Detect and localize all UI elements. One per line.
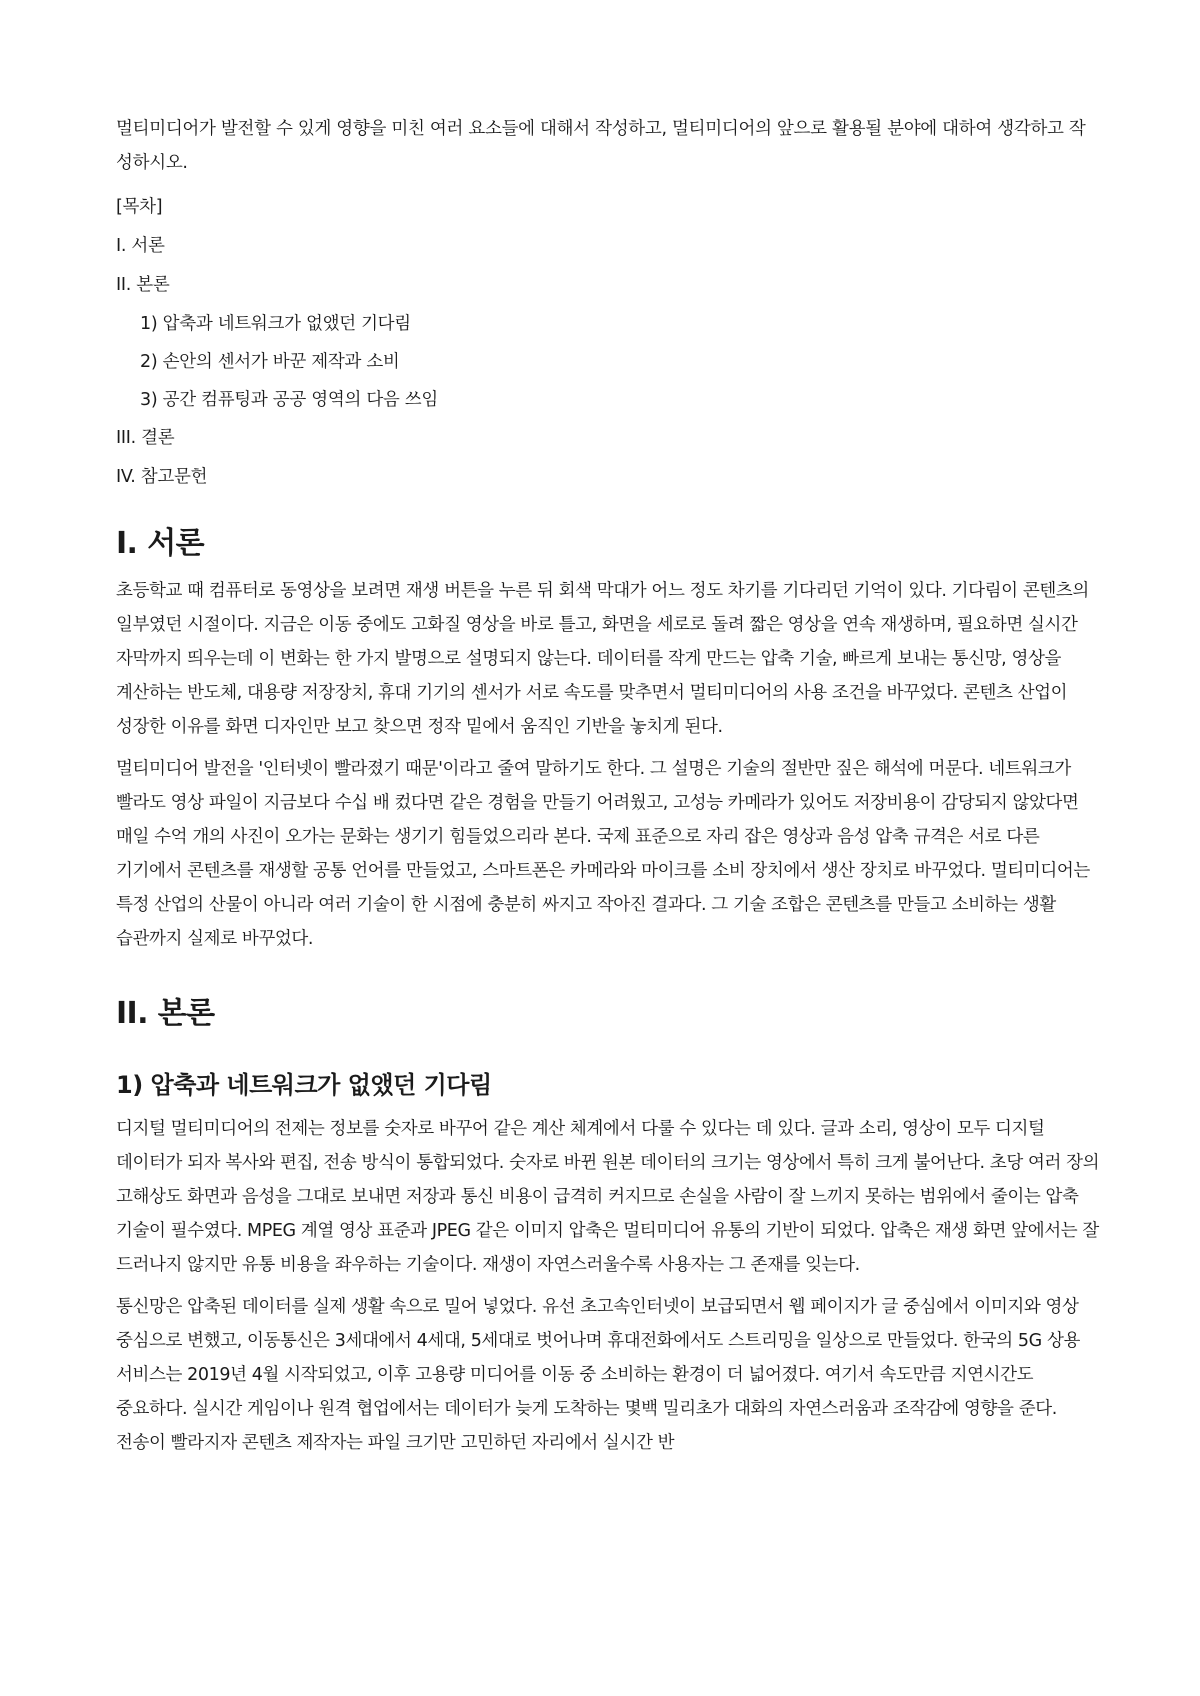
body-paragraph: 디지털 멀티미디어의 전제는 정보를 숫자로 바꾸어 같은 계산 체계에서 다룰 수 있다는 데 있다. 글과 소리, 영상이 모두 디지털 데이터가 되자 복사와 편집, 전송 방식이 통합되었다. 숫자로 바뀐 원본 데이터의 크기는 영상에서 특히 크게 불어난다. 초당 여러 장의 고해상도 화면과 음성을 그대로 보내면 저장과 통신 비용이 급격히 커지므로 손실을 사람이 잘 느끼지 못하는 범위에서 줄이는 압축 기술이 필수였다. MPEG 계열 영상 표준과 JPEG 같은 이미지 압축은 멀티미디어 유통의 기반이 되었다. 압축은 재생 화면 앞에서는 잘 드러나지 않지만 유통 비용을 좌우하는 기술이다. 재생이 자연스러울수록 사용자는 그 존재를 잊는다. — [116, 1119, 1100, 1275]
toc-item: III. 결론 — [116, 428, 175, 448]
toc-item: I. 서론 — [116, 236, 165, 256]
section-heading-body: II. 본론 — [116, 996, 215, 1031]
toc-item: IV. 참고문헌 — [116, 467, 208, 487]
assignment-prompt: 멀티미디어가 발전할 수 있게 영향을 미친 여러 요소들에 대해서 작성하고, 멀티미디어의 앞으로 활용될 분야에 대하여 생각하고 작성하시오. — [116, 119, 1086, 173]
toc-subitem: 1) 압축과 네트워크가 없앴던 기다림 — [140, 314, 411, 334]
table-of-contents — [116, 194, 1100, 490]
section-heading-intro: I. 서론 — [116, 526, 204, 561]
toc-heading: [목차] — [116, 197, 163, 217]
subsection-heading: 1) 압축과 네트워크가 없앴던 기다림 — [116, 1071, 492, 1099]
toc-subitem: 2) 손안의 센서가 바꾼 제작과 소비 — [140, 352, 400, 372]
toc-item: II. 본론 — [116, 275, 170, 295]
body-paragraph: 통신망은 압축된 데이터를 실제 생활 속으로 밀어 넣었다. 유선 초고속인터넷이 보급되면서 웹 페이지가 글 중심에서 이미지와 영상 중심으로 변했고, 이동통신은 3세대에서 4세대, 5세대로 벗어나며 휴대전화에서도 스트리밍을 일상으로 만들었다. 한국의 5G 상용 서비스는 2019년 4월 시작되었고, 이후 고용량 미디어를 이동 중 소비하는 환경이 더 넓어졌다. 여기서 속도만큼 지연시간도 중요하다. 실시간 게임이나 원격 협업에서는 데이터가 늦게 도착하는 몇백 밀리초가 대화의 자연스러움과 조작감에 영향을 준다. 전송이 빨라지자 콘텐츠 제작자는 파일 크기만 고민하던 자리에서 실시간 반 — [116, 1297, 1080, 1453]
body-paragraph: 초등학교 때 컴퓨터로 동영상을 보려면 재생 버튼을 누른 뒤 회색 막대가 어느 정도 차기를 기다리던 기억이 있다. 기다림이 콘텐츠의 일부였던 시절이다. 지금은 이동 중에도 고화질 영상을 바로 틀고, 화면을 세로로 돌려 짧은 영상을 연속 재생하며, 필요하면 실시간 자막까지 띄우는데 이 변화는 한 가지 발명으로 설명되지 않는다. 데이터를 작게 만드는 압축 기술, 빠르게 보내는 통신망, 영상을 계산하는 반도체, 대용량 저장장치, 휴대 기기의 센서가 서로 속도를 맞추면서 멀티미디어의 사용 조건을 바꾸었다. 콘텐츠 산업이 성장한 이유를 화면 디자인만 보고 찾으면 정작 밑에서 움직인 기반을 놓치게 된다. — [116, 581, 1089, 737]
toc-subitem: 3) 공간 컴퓨팅과 공공 영역의 다음 쓰임 — [140, 390, 439, 410]
body-paragraph: 멀티미디어 발전을 '인터넷이 빨라졌기 때문'이라고 줄여 말하기도 한다. 그 설명은 기술의 절반만 짚은 해석에 머문다. 네트워크가 빨라도 영상 파일이 지금보다 수십 배 컸다면 같은 경험을 만들기 어려웠고, 고성능 카메라가 있어도 저장비용이 감당되지 않았다면 매일 수억 개의 사진이 오가는 문화는 생기기 힘들었으리라 본다. 국제 표준으로 자리 잡은 영상과 음성 압축 규격은 서로 다른 기기에서 콘텐츠를 재생할 공통 언어를 만들었고, 스마트폰은 카메라와 마이크를 소비 장치에서 생산 장치로 바꾸었다. 멀티미디어는 특정 산업의 산물이 아니라 여러 기술이 한 시점에 충분히 싸지고 작아진 결과다. 그 기술 조합은 콘텐츠를 만들고 소비하는 생활 습관까지 실제로 바꾸었다. — [116, 759, 1090, 949]
